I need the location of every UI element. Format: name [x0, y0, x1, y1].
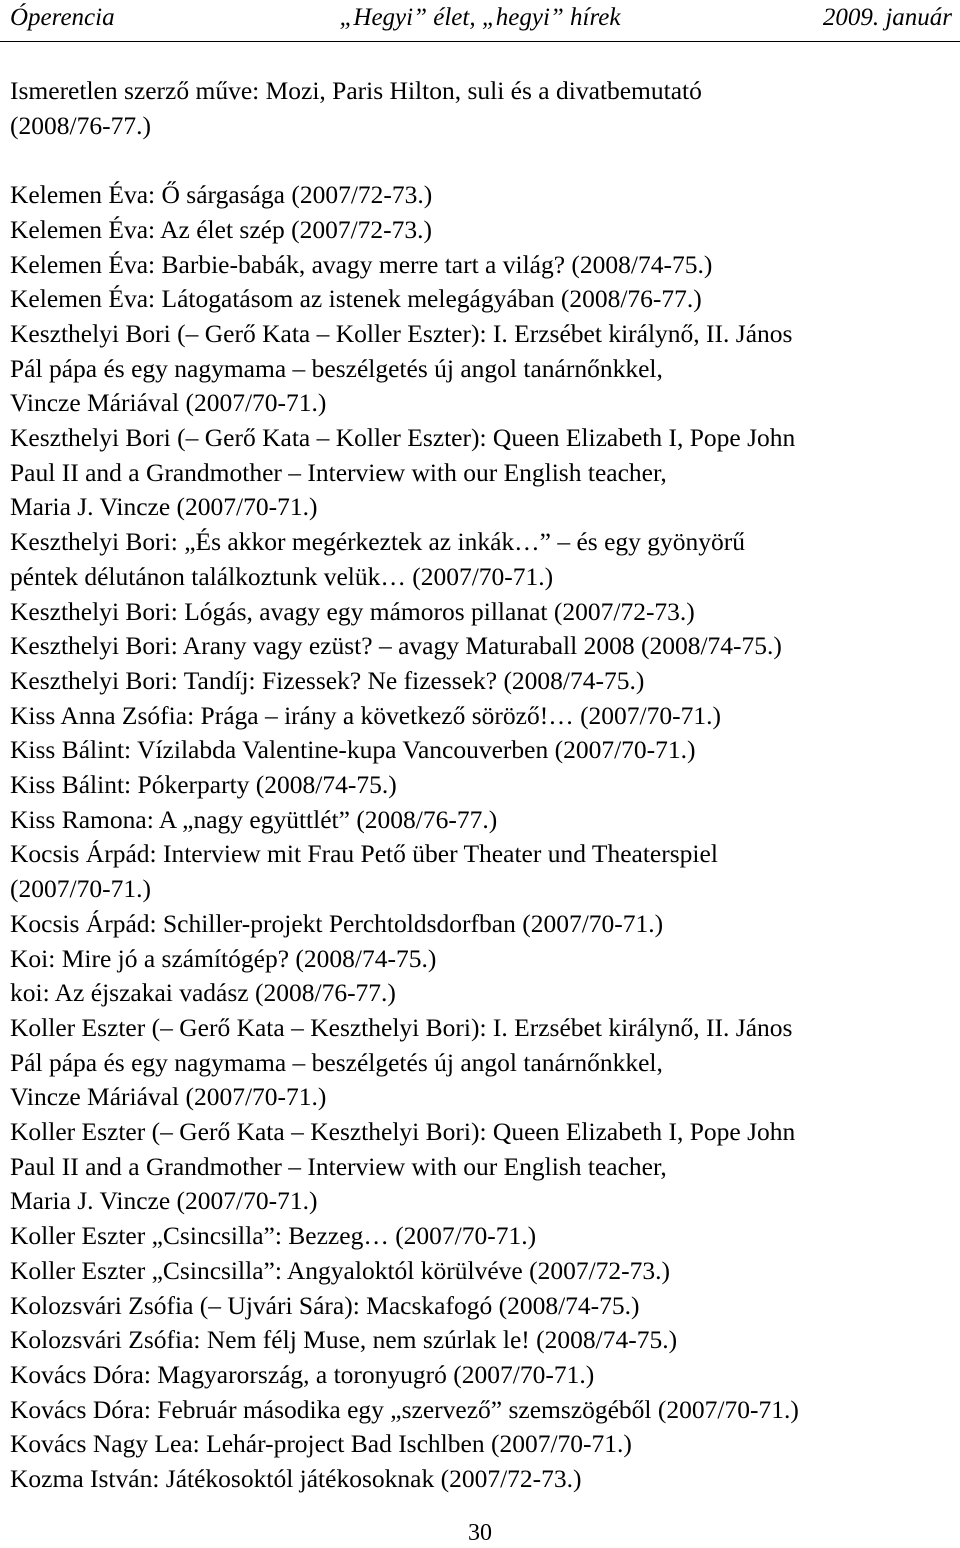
index-entry-line: Kovács Nagy Lea: Lehár-project Bad Ischlben (2007/70-71.) [10, 1429, 632, 1459]
spacer [10, 143, 955, 178]
index-entry [10, 1323, 955, 1358]
index-entry [10, 74, 955, 143]
index-entry-line: (2008/76-77.) [10, 110, 151, 140]
index-entry [10, 1011, 955, 1115]
index-entry-line: Keszthelyi Bori: „És akkor megérkeztek az inkák…” – és egy gyönyörű [10, 527, 746, 557]
header-section-title: „Hegyi” élet, „hegyi” hírek [339, 4, 621, 31]
index-entry [10, 699, 955, 734]
index-entry [10, 525, 955, 594]
index-entry [10, 178, 955, 213]
index-entry-line: Kelemen Éva: Barbie-babák, avagy merre tart a világ? (2008/74-75.) [10, 249, 713, 279]
index-entry-line: koi: Az éjszakai vadász (2008/76-77.) [10, 978, 396, 1008]
index-entry-line: Koller Eszter „Csincsilla”: Bezzeg… (2007/70-71.) [10, 1221, 537, 1251]
index-entry-line: Kovács Dóra: Magyarország, a toronyugró (2007/70-71.) [10, 1360, 595, 1389]
index-entry-line: Kelemen Éva: Ő sárgasága (2007/72-73.) [10, 180, 433, 210]
index-entry [10, 803, 955, 838]
index-entry-line: Koller Eszter (– Gerő Kata – Keszthelyi Bori): Queen Elizabeth I, Pope John [10, 1117, 796, 1147]
index-entry [10, 907, 955, 942]
index-entry-line: Keszthelyi Bori: Lógás, avagy egy mámoros pillanat (2007/72-73.) [10, 596, 695, 626]
index-entry [10, 317, 955, 421]
index-entry-line: Kelemen Éva: Az élet szép (2007/72-73.) [10, 214, 433, 244]
index-entry-line: Kocsis Árpád: Interview mit Frau Pető über Theater und Theaterspiel [10, 839, 718, 869]
header-journal-title: Óperencia [10, 4, 115, 31]
index-entry [10, 213, 955, 248]
index-entry-line: (2007/70-71.) [10, 874, 151, 904]
index-entry-line: Vincze Máriával (2007/70-71.) [10, 1082, 327, 1112]
index-entry-line: Kiss Anna Zsófia: Prága – irány a következő söröző!… (2007/70-71.) [10, 700, 721, 730]
index-entry [10, 1393, 955, 1428]
index-entry-line: Koller Eszter (– Gerő Kata – Keszthelyi Bori): I. Erzsébet királynő, II. János [10, 1012, 793, 1042]
index-entry [10, 282, 955, 317]
index-entry-line: Kozma István: Játékosoktól játékosoknak (2007/72-73.) [10, 1464, 582, 1494]
index-entry [10, 733, 955, 768]
index-entry-line: Koi: Mire jó a számítógép? (2008/74-75.) [10, 943, 437, 973]
index-entry [10, 595, 955, 630]
index-entry-line: Vincze Máriával (2007/70-71.) [10, 388, 327, 418]
index-entry [10, 1289, 955, 1324]
index-entry-line: Kolozsvári Zsófia (– Ujvári Sára): Macskafogó (2008/74-75.) [10, 1290, 640, 1320]
index-entry-line: péntek délutánon találkoztunk velük… (2007/70-71.) [10, 561, 554, 591]
index-entry-line: Kiss Bálint: Pókerparty (2008/74-75.) [10, 770, 397, 800]
index-entry-line: Pál pápa és egy nagymama – beszélgetés új angol tanárnőnkkel, [10, 1047, 663, 1077]
index-entry [10, 976, 955, 1011]
index-entry [10, 664, 955, 699]
running-header [0, 0, 960, 42]
index-entry [10, 942, 955, 977]
index-entry [10, 1358, 955, 1393]
page-number: 30 [468, 1520, 492, 1546]
index-entry-line: Keszthelyi Bori: Tandíj: Fizessek? Ne fizessek? (2008/74-75.) [10, 665, 645, 695]
index-entry-line: Keszthelyi Bori (– Gerő Kata – Koller Eszter): I. Erzsébet királynő, II. János [10, 318, 793, 348]
index-entry-line: Maria J. Vincze (2007/70-71.) [10, 492, 318, 522]
index-entry [10, 629, 955, 664]
index-entry-line: Koller Eszter „Csincsilla”: Angyaloktól körülvéve (2007/72-73.) [10, 1255, 671, 1285]
index-entry-line: Kiss Ramona: A „nagy együttlét” (2008/76-77.) [10, 804, 498, 834]
index-entry [10, 421, 955, 525]
index-entry-line: Kelemen Éva: Látogatásom az istenek melegágyában (2008/76-77.) [10, 284, 702, 314]
header-issue-date: 2009. január [822, 4, 952, 31]
index-entry-line: Keszthelyi Bori: Arany vagy ezüst? – avagy Maturaball 2008 (2008/74-75.) [10, 631, 782, 661]
index-entry-line: Ismeretlen szerző műve: Mozi, Paris Hilton, suli és a divatbemutató [10, 76, 702, 105]
index-entry [10, 837, 955, 906]
index-entry-line: Paul II and a Grandmother – Interview with our English teacher, [10, 1151, 667, 1181]
index-entry [10, 1462, 955, 1497]
index-entry-line: Kovács Dóra: Február másodika egy „szervező” szemszögéből (2007/70-71.) [10, 1394, 799, 1424]
index-entry [10, 1427, 955, 1462]
index-entry-line: Kocsis Árpád: Schiller-projekt Perchtoldsdorfban (2007/70-71.) [10, 908, 664, 938]
index-entry [10, 248, 955, 283]
index-entry-line: Keszthelyi Bori (– Gerő Kata – Koller Eszter): Queen Elizabeth I, Pope John [10, 423, 796, 453]
index-entry-list [10, 74, 955, 1497]
index-entry [10, 1115, 955, 1219]
index-entry-line: Paul II and a Grandmother – Interview with our English teacher, [10, 457, 667, 487]
index-entry-line: Pál pápa és egy nagymama – beszélgetés új angol tanárnőnkkel, [10, 353, 663, 383]
index-entry-line: Maria J. Vincze (2007/70-71.) [10, 1186, 318, 1216]
index-entry [10, 1254, 955, 1289]
index-entry-line: Kiss Bálint: Vízilabda Valentine-kupa Vancouverben (2007/70-71.) [10, 735, 696, 765]
index-entry [10, 1219, 955, 1254]
index-entry [10, 768, 955, 803]
index-entry-line: Kolozsvári Zsófia: Nem félj Muse, nem szúrlak le! (2008/74-75.) [10, 1325, 678, 1355]
